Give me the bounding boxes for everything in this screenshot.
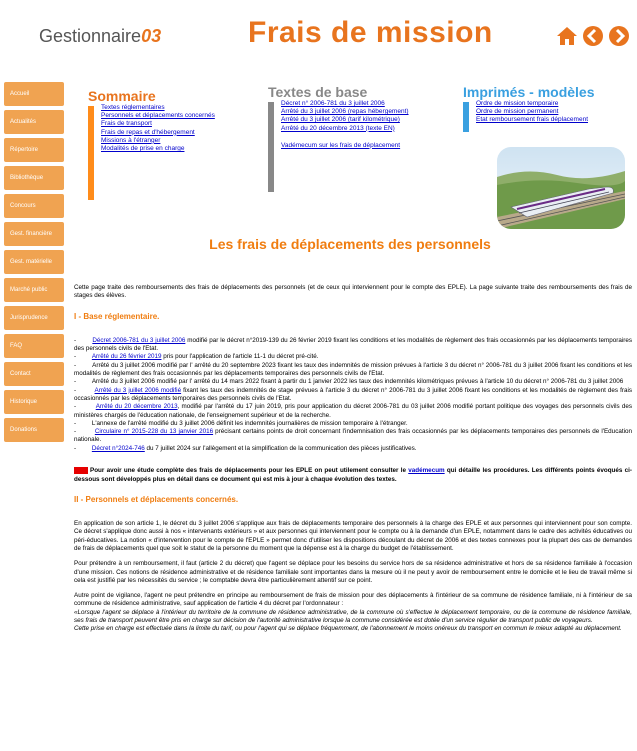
regulation-item: - Arrêté du 3 juillet 2006 modifié fixant les taux des indemnités de stage prévues à l'article 3 du décret n° 2006-781 du 3 juillet 2006 fixant les conditions et les modalités de règlement des frais occasionnés par les déplacements temporaires des personnels civils de l'Etat. [74,386,633,402]
decret-2024-link[interactable]: Décret n°2024-746 [91,444,145,452]
home-icon[interactable] [555,24,579,48]
page-title: Frais de mission [248,16,493,49]
imprimes-link-permanent[interactable]: Ordre de mission permanent [476,108,559,116]
main-heading: Les frais de déplacements des personnels [209,236,491,252]
imprimes-block [463,84,633,125]
sommaire-link-personnels[interactable]: Personnels et déplacements concernés [101,112,215,120]
sommaire-link-modalites[interactable]: Modalités de prise en charge [101,145,185,153]
circulaire-link[interactable]: Circulaire n° 2015-228 du 13 janvier 2016 [94,428,214,436]
arrete-stage-link[interactable]: Arrêté du 3 juillet 2006 modifié [94,386,182,394]
sidebar-item-donations[interactable]: Donations [4,418,64,442]
textes-block [268,84,448,150]
imprimes-title: Imprimés - modèles [463,84,595,100]
imprimes-list [463,100,633,125]
nav-icons [555,24,631,48]
sommaire-link-etranger[interactable]: Missions à l'étranger [101,136,161,144]
imprimes-link-temporaire[interactable]: Ordre de mission temporaire [476,100,559,107]
brand-code: 03 [141,26,162,46]
sidebar-item-concours[interactable]: Concours [4,194,64,218]
main-content [74,284,632,638]
sidebar-item-gest-financiere[interactable]: Gest. financière [4,222,64,246]
regulation-list [74,337,632,453]
sommaire-link-textes[interactable]: Textes réglementaires [101,104,165,111]
textes-link-vademecum[interactable]: Vadémecum sur les frais de déplacement [281,141,401,149]
sidebar-item-jurisprudence[interactable]: Jurisprudence [4,306,64,330]
regulation-item: - Arrêté du 3 juillet 2006 modifié par l' arrêté du 14 mars 2022 fixant à partir du 1 janvier 2022 les taux des indemnités kilométriques prévues à l'article 10 du décret n° 2006-781 du 3 juillet 2006 [74,378,624,386]
sommaire-block [88,88,258,153]
sidebar-item-gest-materielle[interactable]: Gest. matérielle [4,250,64,274]
sidebar-item-faq[interactable]: FAQ [4,334,64,358]
textes-link-arrete-2013[interactable]: Arrêté du 20 décembre 2013 (texte EN) [281,124,395,132]
textes-accent-bar [268,102,274,192]
arrete-2013-link[interactable]: Arrêté du 20 décembre 2013 [95,403,178,411]
sidebar-item-repertoire[interactable]: Répertoire [4,138,64,162]
textes-link-arrete-tarif[interactable]: Arrêté du 3 juillet 2006 (tarif kilométrique) [281,116,400,124]
back-icon[interactable] [581,24,605,48]
sommaire-link-repas[interactable]: Frais de repas et d'hébergement [101,128,195,136]
forward-icon[interactable] [607,24,631,48]
sommaire-list [88,104,258,153]
imprimes-link-remboursement[interactable]: Etat remboursement frais déplacement [476,116,588,124]
paragraph-quote: «Lorsque l'agent se déplace à l'intérieur du territoire de la commune de résidence administrative, de la commune où s'effectue le déplacement temporaire, ou de la commune de résidence familiale, ses frais de transport peuvent être pris en charge sur décision de l'autorité administrative lorsque la commune considérée est dotée d'un service régulier de transport public de voyageurs. [74,608,632,625]
section-title-base-reglementaire: I - Base réglementaire. [74,311,160,321]
sidebar-item-marche-public[interactable]: Marché public [4,278,64,302]
regulation-item: - Arrêté du 20 décembre 2013, modifié par l'arrêté du 17 juin 2019, pris pour application du décret 2006-781 du 03 juillet 2006 modifié portant politique des voyages des personnels civils des ministères chargés de l'éducation nationale, de l'enseignement supérieur et de la recherche. [74,403,633,419]
sommaire-accent-bar [88,106,94,200]
sidebar-item-accueil[interactable]: Accueil [4,82,64,106]
textes-title: Textes de base [268,84,368,100]
textes-link-decret[interactable]: Décret n° 2006-781 du 3 juillet 2006 [281,100,385,107]
alert-marker-icon [74,467,88,474]
regulation-item: - Arrêté du 3 juillet 2006 modifié par l' arrêté du 20 septembre 2023 fixant les taux des indemnités de mission prévues à l'article 3 du décret n° 2006-781 du 3 juillet 2006 fixant les conditions et les modalités de règlement des frais occasionnés par les déplacements temporaires des personnels civils de l'Etat. [74,361,633,378]
textes-list [268,100,448,150]
vademecum-alert: Pour avoir une étude complète des frais de déplacements pour les EPLE on peut utilement consulter le vadémecum qui détaille les procédures. Les différents points évoqués ci-dessous sont développés plus en détail dans ce document qui est mis à jour à chaque évolution des textes. [74,467,632,483]
sidebar-item-contact[interactable]: Contact [4,362,64,386]
sidebar-item-bibliotheque[interactable]: Bibliothèque [4,166,64,190]
sommaire-link-transport[interactable]: Frais de transport [101,120,152,128]
sidebar-item-historique[interactable]: Historique [4,390,64,414]
sidebar-item-actualites[interactable]: Actualités [4,110,64,134]
section-title-personnels: II - Personnels et déplacements concernés. [74,494,239,504]
regulation-item: - Décret 2006-781 du 3 juillet 2006 modifié par le décret n°2019-139 du 26 février 2019 fixant les conditions et les modalités de règlement des frais occasionnés par les déplacements temporaires des personnels civils de l'Etat. [74,336,632,353]
vademecum-link[interactable]: vadémecum [408,467,445,475]
paragraph-quote-continued: Cette prise en charge est effectuée dans la limite du tarif, ou pour l'agent qui se déplace fréquemment, de l'abonnement le moins onéreux du transport en commun le mieux adapté au déplacement. [74,625,622,633]
regulation-item: - Arrêté du 26 février 2019 pris pour l'application de l'article 11-1 du décret pré-cité. [74,353,319,361]
textes-link-arrete-repas[interactable]: Arrêté du 3 juillet 2006 (repas hébergement) [281,108,409,116]
decret-2006-link[interactable]: Décret 2006-781 du 3 juillet 2006 [92,336,186,344]
imprimes-accent-bar [463,102,469,132]
paragraph-vigilance: Autre point de vigilance, l'agent ne peut prétendre en principe au remboursement de frais de mission pour des déplacements à l'intérieur de sa commune de résidence familiale, ni à l'intérieur de sa commune de résidence administrative, sauf application de l'article 4 du décret par l'ordonnateur : [74,592,632,608]
intro-paragraph: Cette page traite des remboursements des frais de déplacements des personnels (et de ceux qui interviennent pour le compte des EPLE). La page suivante traite des remboursements des frais de stages des élèves. [74,284,632,300]
brand-name: Gestionnaire [39,26,142,46]
regulation-item: - Circulaire n° 2015-228 du 13 janvier 2016 précisant certains points de droit concernant l'indemnisation des frais occasionnés par les déplacements temporaires des personnels de l'Education nationale. [74,428,632,444]
train-photo [497,147,625,229]
sommaire-title: Sommaire [88,88,156,104]
site-brand[interactable] [39,26,161,47]
regulation-item: - L'annexe de l'arrêté modifié du 3 juillet 2006 définit les indemnités journalières de mission temporaire à l'étranger. [74,419,408,427]
page-header [0,0,637,70]
paragraph-application: En application de son article 1, le décret du 3 juillet 2006 s'applique aux frais de déplacements temporaire des personnels à la charge des EPLE et aux personnes qui interviennent pour son compte. Ce décret s'applique donc aussi à nos « intervenants extérieurs » et aux personnes qui interviennent pour le compte ou à la demande d'un EPLE, notamment dans le cadre des activités éducatives ou péri-éducatives. La notion « d'intervention pour le compte de l'EPLE » permet donc d'utiliser les dispositions découlant du décret de 2006 et des textes connexes pour la plupart des cas de demandes de frais de déplacements quel que soit le statut de la personne du moment que la dépense est à la charge du budget de l'établissement. [74,520,632,552]
paragraph-remboursement: Pour prétendre à un remboursement, il faut (article 2 du décret) que l'agent se déplace pour les besoins du service hors de sa résidence administrative et hors de sa résidence familiale à l'occasion d'une mission. Ces notions de résidence administrative et de résidence familiale sont importantes dans la mesure où il ne peut y avoir de remboursement entre le domicile et le lieu de travail même si cela est justifié par les nécessités du service ; le comptable devra être particulièrement attentif sur ce point. [74,560,632,584]
arrete-2019-link[interactable]: Arrêté du 26 février 2019 [91,353,162,361]
regulation-item: - Décret n°2024-746 du 7 juillet 2024 sur l'allègement et la simplification de la communication des pièces justificatives. [74,444,417,452]
sidebar-nav [4,82,64,446]
